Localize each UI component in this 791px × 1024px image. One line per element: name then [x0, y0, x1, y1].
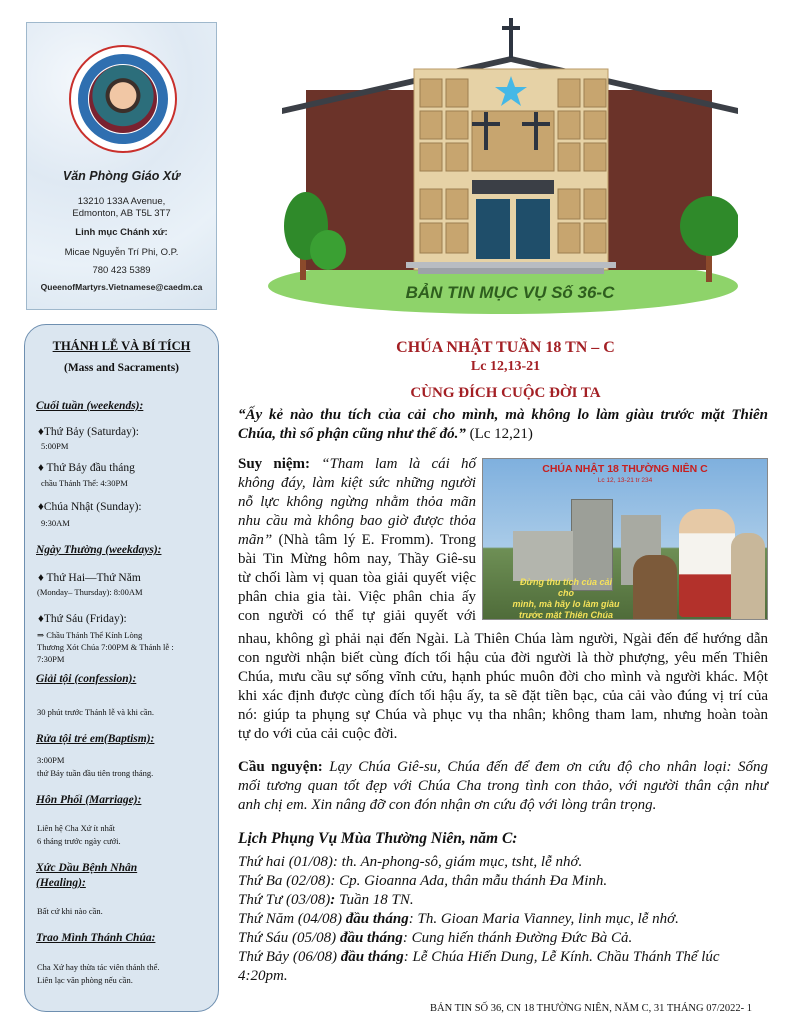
- reflection-line-5: [238, 531, 476, 550]
- healing-heading-2: (Healing):: [36, 877, 86, 889]
- picture-title: CHÚA NHẬT 18 THƯỜNG NIÊN C: [542, 463, 708, 475]
- reflection-line-3: nỗ lực không ngừng nhằm thỏa mãn: [238, 494, 476, 510]
- friday-detail-2: Thương Xót Chúa 7:00PM & Thánh lễ :: [37, 642, 174, 652]
- sunday-label: ♦Chúa Nhật (Sunday):: [38, 501, 142, 513]
- friday-label: ♦Thứ Sáu (Friday):: [38, 613, 127, 625]
- prayer-line-2: mối tương quan tốt đẹp với Chúa Cha trong tình con thảo, với người thân cận như: [238, 778, 768, 794]
- calendar-tuesday-text: : Cp. Gioanna Ada, thân mẫu thánh Đa Minh.: [330, 873, 608, 889]
- mary-image: [89, 65, 157, 133]
- pastor-label: Linh mục Chánh xứ:: [75, 227, 168, 238]
- calendar-thursday-first: đầu tháng: [345, 911, 409, 927]
- calendar-monday-date: Thứ hai (01/08): [238, 854, 333, 870]
- friday-detail-3: 7:30PM: [37, 654, 65, 664]
- brother-figure-right: [731, 533, 765, 619]
- picture-subtitle: Lc 12, 13-21 tr 234: [597, 477, 653, 484]
- reflection-line-11: con người nhận biết cùng đích tối hậu của đời người là thờ phượng, yêu mến Thiên: [238, 650, 768, 666]
- reading-reference: Lc 12,13-21: [470, 359, 541, 374]
- calendar-thursday-text: : Th. Gioan Maria Vianney, linh mục, lễ nhớ.: [408, 911, 679, 927]
- gospel-illustration: [482, 458, 768, 620]
- calendar-saturday-first: đầu tháng: [340, 949, 404, 965]
- calendar-title: Lịch Phụng Vụ Mùa Thường Niên, năm C:: [238, 830, 518, 847]
- parish-info-box: [26, 22, 217, 310]
- calendar-saturday-date: Thứ Bảy (06/08): [238, 949, 341, 965]
- email-link[interactable]: QueenofMartyrs.Vietnamese@caedm.ca: [40, 282, 203, 292]
- office-title: Văn Phòng Giáo Xứ: [62, 169, 181, 183]
- right-door: [516, 199, 550, 259]
- sunday-heading: CHÚA NHẬT TUẦN 18 TN – C: [396, 339, 615, 356]
- calendar-wednesday-text: Tuần 18 TN.: [338, 892, 414, 908]
- reflection-text-5a: mãn”: [238, 532, 273, 548]
- reflection-line-2: không đáy, làm kiệt sức những người: [238, 475, 476, 491]
- caption-line-2: mình, mà hãy lo làm giàu: [512, 599, 620, 609]
- calendar-wednesday-date: Thứ Tư (03/08): [238, 892, 331, 908]
- calendar-monday-text: : th. An-phong-sô, giám mục, tsht, lễ nhớ.: [332, 854, 583, 870]
- calendar-thursday: [238, 910, 768, 929]
- sunday-time: 9:30AM: [41, 518, 70, 528]
- calendar-friday: [238, 929, 768, 948]
- church-steps: [406, 262, 616, 268]
- parish-logo: [69, 45, 177, 153]
- saturday-label: ♦Thứ Bảy (Saturday):: [38, 426, 139, 438]
- gospel-quote-text: Chúa, thì số phận cũng như thế đó.”: [238, 426, 466, 442]
- jesus-figure: [679, 509, 735, 617]
- reflection-text-5b: (Nhà tâm lý E. Fromm). Trong: [272, 532, 476, 548]
- calendar-tuesday-date: Thứ Ba (02/08): [238, 873, 331, 889]
- calendar-wednesday-colon: :: [330, 892, 339, 908]
- confession-heading: Giải tội (confession):: [36, 673, 137, 685]
- reflection-line-7: từ chối làm vị quan tòa giải quyết việc: [238, 570, 476, 586]
- caption-line-1: Đừng thu tích của cải cho: [520, 577, 612, 598]
- calendar-friday-date: Thứ Sáu (05/08): [238, 930, 340, 946]
- bulletin-banner-title: BẢN TIN MỤC VỤ Số 36-C: [405, 283, 615, 302]
- healing-heading-1: Xức Dầu Bệnh Nhân: [36, 862, 138, 874]
- reflection-line-15: tự do với của cải cuộc đời.: [238, 726, 398, 742]
- calendar-saturday-text: : Lễ Chúa Hiển Dung, Lễ Kính. Chầu Thánh Thể lúc 4:20pm.: [238, 949, 720, 984]
- theme-title: CÙNG ĐÍCH CUỘC ĐỜI TA: [410, 385, 601, 401]
- mass-subtitle: (Mass and Sacraments): [64, 362, 179, 374]
- communion-detail-1: Cha Xứ hay thừa tác viên thánh thể.: [37, 962, 160, 972]
- calendar-wednesday: [238, 891, 768, 910]
- reflection-label: Suy niệm:: [238, 456, 311, 472]
- gospel-quote-line-2: [238, 425, 768, 444]
- prayer-line-3: anh chị em. Xin nâng đỡ con đón nhận ơn cứu độ với lòng trân trọng.: [238, 797, 657, 813]
- reflection-line-9: con người có thể tự giải quyết với: [238, 608, 476, 624]
- prayer-text-1: Lạy Chúa Giê-su, Chúa đến để đem ơn cứu độ cho nhân loại: Sống: [322, 759, 769, 775]
- friday-detail-1: ⇒ Chầu Thánh Thể Kính Lòng: [37, 630, 143, 640]
- cross-icon: [509, 18, 513, 58]
- weekend-heading: Cuối tuần (weekends):: [36, 400, 144, 412]
- first-saturday-detail: chầu Thánh Thể: 4:30PM: [41, 478, 128, 488]
- door-lintel: [472, 180, 554, 194]
- address-line-1: 13210 133A Avenue,: [77, 196, 166, 207]
- picture-caption: [511, 577, 621, 620]
- calendar-tuesday: [238, 872, 768, 891]
- reflection-line-12: Chúa, mưu cầu sự sống vĩnh cửu, hạnh phúc muôn đời cho mình và người khác. Một: [238, 669, 768, 685]
- reflection-text-1: “Tham lam là cái hố: [310, 456, 477, 472]
- pastor-name: Micae Nguyễn Trí Phi, O.P.: [64, 247, 179, 258]
- first-saturday-label: ♦ Thứ Bảy đầu tháng: [38, 462, 135, 474]
- healing-detail: Bất cứ khi nào cần.: [37, 906, 103, 916]
- baptism-detail: thứ Bảy tuần đầu tiên trong tháng.: [37, 768, 154, 778]
- phone-number: 780 423 5389: [92, 265, 151, 276]
- reflection-line-6: bài Tin Mừng hôm nay, Thầy Giê-su: [238, 551, 476, 567]
- weekday-heading: Ngày Thường (weekdays):: [36, 544, 162, 556]
- calendar-saturday: [238, 948, 768, 986]
- church-illustration: [268, 14, 738, 319]
- gospel-quote-ref: (Lc 12,21): [465, 426, 533, 442]
- castle-wall: [513, 531, 573, 581]
- brother-figure-left: [633, 555, 677, 619]
- reflection-line-14: nó: giúp ta phụng sự Chúa và phục vụ tha nhân; không tham lam, nhưng hoàn toàn: [238, 707, 768, 723]
- calendar-thursday-date: Thứ Năm (04/08): [238, 911, 346, 927]
- prayer-label: Cầu nguyện:: [238, 759, 323, 775]
- mon-thu-detail: (Monday– Thursday): 8:00AM: [37, 587, 143, 597]
- marriage-detail-1: Liên hệ Cha Xứ ít nhất: [37, 823, 116, 833]
- mass-title: THÁNH LỄ VÀ BÍ TÍCH: [52, 339, 191, 353]
- calendar-friday-text: : Cung hiến thánh Đường Đức Bà Cả.: [402, 930, 633, 946]
- page-footer: BẢN TIN SỐ 36, CN 18 THƯỜNG NIÊN, NĂM C, 31 THÁNG 07/2022- 1: [430, 1003, 752, 1014]
- baptism-heading: Rửa tội trẻ em(Baptism):: [36, 733, 155, 745]
- saturday-time: 5:00PM: [41, 441, 69, 451]
- confession-detail: 30 phút trước Thánh lễ và khi cần.: [37, 707, 155, 717]
- calendar-friday-first: đầu tháng: [339, 930, 403, 946]
- baptism-time: 3:00PM: [37, 755, 65, 765]
- calendar-monday: [238, 853, 768, 872]
- left-door: [476, 199, 510, 259]
- communion-detail-2: Liên lạc văn phòng nếu cần.: [37, 975, 133, 985]
- address-line-2: Edmonton, AB T5L 3T7: [72, 208, 171, 219]
- marriage-heading: Hôn Phối (Marriage):: [36, 794, 142, 806]
- gospel-quote-line-1: “Ấy kẻ nào thu tích của cải cho mình, mà không lo làm giàu trước mặt Thiên: [238, 407, 768, 423]
- mon-thu-label: ♦ Thứ Hai—Thứ Năm: [38, 572, 141, 584]
- reflection-line-4: nhu cầu mà không bao giờ được thỏa: [238, 513, 476, 529]
- reflection-line-8: phân chia gia tài. Việc phân chia ấy: [238, 589, 476, 605]
- reflection-line-10: nhau, không gì phải nại đến Ngài. Là Thiên Chúa làm người, Ngài đến để hướng dẫn: [238, 631, 768, 647]
- prayer-line-1: [238, 758, 768, 777]
- reflection-line-1: [238, 455, 476, 474]
- mass-sacraments-box: [24, 324, 219, 1012]
- right-tree: [680, 196, 738, 256]
- caption-line-3: trước mặt Thiên Chúa: [519, 610, 613, 620]
- reflection-line-13: khi xác định được cùng đích tối hậu ấy, ta sẽ đặt tiền bạc, của cải vào đúng vị trí của: [238, 688, 768, 704]
- communion-heading: Trao Mình Thánh Chúa:: [36, 932, 156, 944]
- marriage-detail-2: 6 tháng trước ngày cưới.: [37, 836, 121, 846]
